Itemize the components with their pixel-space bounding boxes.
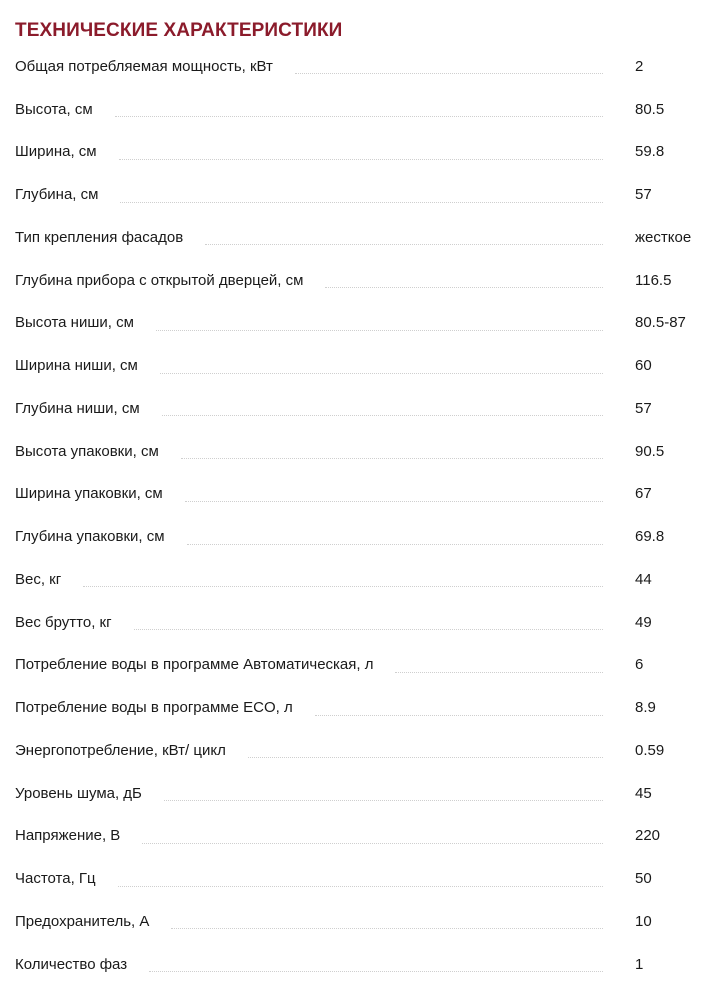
spec-label: Высота ниши, см	[15, 314, 156, 331]
spec-row	[15, 772, 705, 815]
spec-value: 50	[635, 870, 652, 888]
spec-label: Частота, Гц	[15, 870, 118, 887]
spec-value: 116.5	[635, 271, 672, 289]
spec-row	[15, 601, 705, 644]
spec-label: Предохранитель, А	[15, 913, 171, 930]
dotted-leader	[295, 72, 603, 74]
dotted-leader	[160, 372, 603, 374]
dotted-leader	[115, 115, 603, 117]
spec-label: Вес, кг	[15, 571, 83, 588]
spec-row	[15, 259, 705, 302]
dotted-leader	[83, 585, 603, 587]
spec-value: 8.9	[635, 699, 656, 717]
dotted-leader	[171, 927, 603, 929]
spec-value: 59.8	[635, 143, 665, 161]
spec-label: Потребление воды в программе ECO, л	[15, 699, 315, 716]
spec-row	[15, 216, 705, 259]
spec-row	[15, 473, 705, 516]
spec-label: Тип крепления фасадов	[15, 229, 205, 246]
dotted-leader	[205, 243, 603, 245]
spec-label: Ширина упаковки, см	[15, 485, 185, 502]
dotted-leader	[315, 714, 603, 716]
dotted-leader	[187, 543, 603, 545]
spec-value: 57	[635, 186, 652, 204]
spec-label: Глубина упаковки, см	[15, 528, 187, 545]
spec-label: Общая потребляемая мощность, кВт	[15, 58, 295, 75]
spec-label: Энергопотребление, кВт/ цикл	[15, 742, 248, 759]
dotted-leader	[149, 970, 603, 972]
spec-label: Уровень шума, дБ	[15, 785, 164, 802]
spec-value: 220	[635, 827, 661, 845]
spec-row	[15, 387, 705, 430]
spec-value: 1	[635, 955, 644, 973]
dotted-leader	[325, 286, 603, 288]
spec-value: 0.59	[635, 741, 665, 759]
spec-label: Глубина прибора с открытой дверцей, см	[15, 272, 325, 289]
dotted-leader	[395, 671, 603, 673]
dotted-leader	[248, 756, 603, 758]
spec-value: 49	[635, 613, 652, 631]
spec-value: 10	[635, 912, 652, 930]
spec-row	[15, 344, 705, 387]
spec-value: 2	[635, 57, 644, 75]
spec-value: 45	[635, 784, 652, 802]
spec-value: жесткое	[635, 228, 692, 246]
spec-label: Количество фаз	[15, 956, 149, 973]
spec-row	[15, 131, 705, 174]
spec-value: 69.8	[635, 528, 665, 546]
spec-label: Напряжение, В	[15, 827, 142, 844]
spec-label: Глубина, см	[15, 186, 120, 203]
dotted-leader	[156, 329, 603, 331]
spec-row	[15, 644, 705, 687]
spec-value: 6	[635, 656, 644, 674]
spec-value: 90.5	[635, 442, 665, 460]
dotted-leader	[119, 158, 603, 160]
dotted-leader	[162, 414, 603, 416]
spec-row	[15, 857, 705, 900]
spec-row	[15, 943, 705, 986]
dotted-leader	[164, 799, 603, 801]
spec-row	[15, 173, 705, 216]
spec-value: 80.5	[635, 100, 665, 118]
spec-label: Ширина, см	[15, 143, 119, 160]
dotted-leader	[185, 500, 603, 502]
spec-label: Потребление воды в программе Автоматическая, л	[15, 656, 395, 673]
spec-label: Глубина ниши, см	[15, 400, 162, 417]
spec-row	[15, 900, 705, 943]
dotted-leader	[142, 842, 603, 844]
spec-row	[15, 558, 705, 601]
spec-row	[15, 686, 705, 729]
spec-row	[15, 88, 705, 131]
dotted-leader	[120, 201, 603, 203]
spec-value: 60	[635, 357, 652, 375]
dotted-leader	[181, 457, 603, 459]
spec-label: Ширина ниши, см	[15, 357, 160, 374]
spec-label: Высота, см	[15, 101, 115, 118]
spec-value: 57	[635, 399, 652, 417]
spec-label: Высота упаковки, см	[15, 443, 181, 460]
spec-row	[15, 729, 705, 772]
section-title: ТЕХНИЧЕСКИЕ ХАРАКТЕРИСТИКИ	[15, 19, 343, 41]
spec-value: 80.5-87	[635, 314, 686, 332]
spec-row	[15, 430, 705, 473]
spec-row	[15, 815, 705, 858]
spec-value: 67	[635, 485, 652, 503]
specs-list	[15, 45, 705, 986]
spec-value: 44	[635, 570, 652, 588]
dotted-leader	[118, 885, 603, 887]
dotted-leader	[134, 628, 603, 630]
spec-row	[15, 45, 705, 88]
spec-row	[15, 302, 705, 345]
spec-label: Вес брутто, кг	[15, 614, 134, 631]
spec-row	[15, 515, 705, 558]
